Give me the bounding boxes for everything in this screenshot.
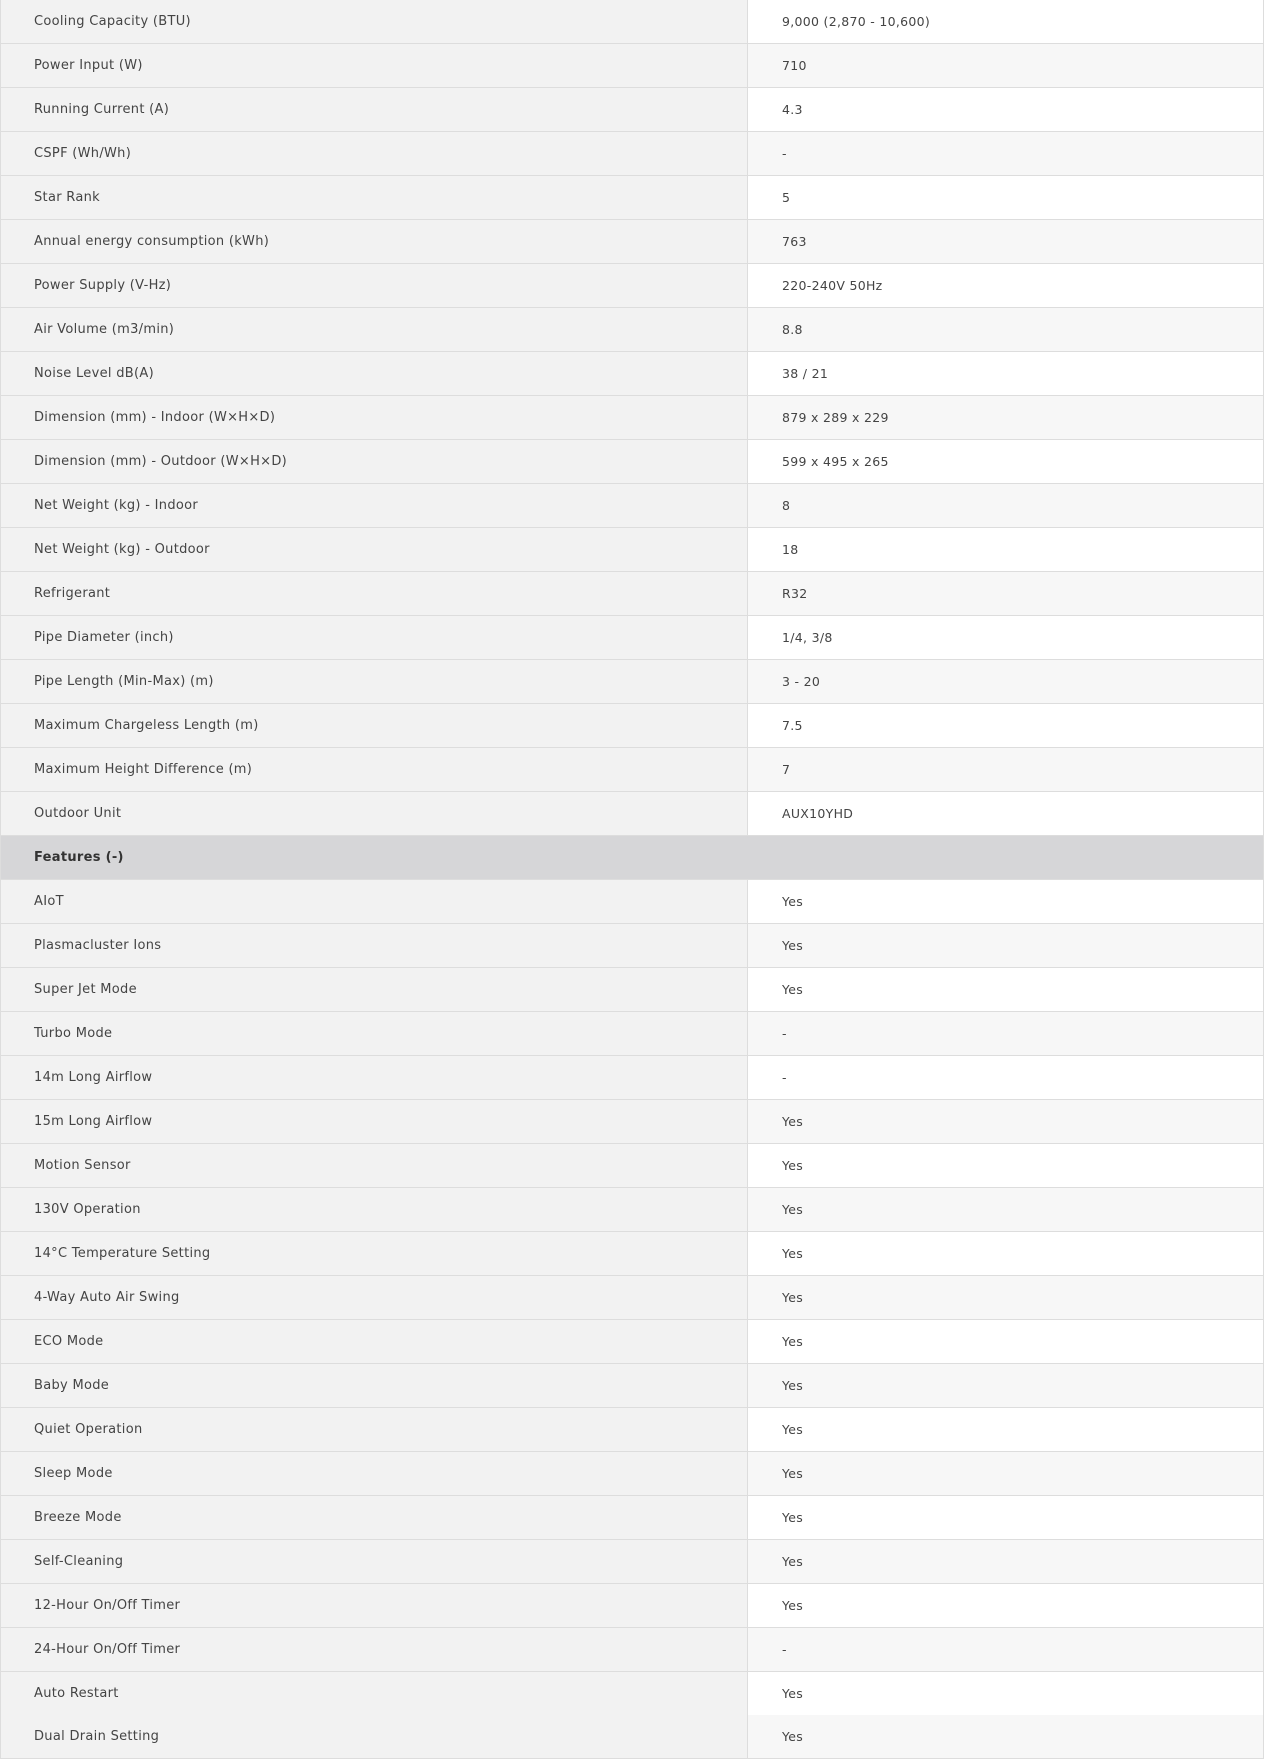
table-border-left	[0, 0, 1, 1759]
section-header-features	[0, 836, 1264, 880]
feature-value: Yes	[748, 1144, 1264, 1187]
feature-label: Auto Restart	[0, 1672, 748, 1715]
table-row	[0, 1144, 1264, 1188]
spec-value: 710	[748, 44, 1264, 87]
table-row	[0, 1188, 1264, 1232]
feature-label: 24-Hour On/Off Timer	[0, 1628, 748, 1671]
feature-label: Plasmacluster Ions	[0, 924, 748, 967]
feature-value: Yes	[748, 1232, 1264, 1275]
table-row	[0, 44, 1264, 88]
feature-label: 14m Long Airflow	[0, 1056, 748, 1099]
table-row	[0, 1408, 1264, 1452]
feature-value: Yes	[748, 1715, 1264, 1758]
feature-value: Yes	[748, 924, 1264, 967]
spec-value: 4.3	[748, 88, 1264, 131]
feature-value: Yes	[748, 1276, 1264, 1319]
feature-value: Yes	[748, 1188, 1264, 1231]
spec-label: Cooling Capacity (BTU)	[0, 0, 748, 43]
table-row	[0, 220, 1264, 264]
feature-label: Dual Drain Setting	[0, 1715, 748, 1758]
table-row	[0, 1364, 1264, 1408]
feature-value: -	[748, 1056, 1264, 1099]
feature-label: Sleep Mode	[0, 1452, 748, 1495]
spec-value: 220-240V 50Hz	[748, 264, 1264, 307]
feature-value: Yes	[748, 1100, 1264, 1143]
feature-label: 130V Operation	[0, 1188, 748, 1231]
feature-label: 4-Way Auto Air Swing	[0, 1276, 748, 1319]
table-row	[0, 1672, 1264, 1716]
spec-label: Net Weight (kg) - Outdoor	[0, 528, 748, 571]
table-row	[0, 88, 1264, 132]
table-row	[0, 1276, 1264, 1320]
feature-label: Turbo Mode	[0, 1012, 748, 1055]
spec-value: 8	[748, 484, 1264, 527]
feature-label: Baby Mode	[0, 1364, 748, 1407]
feature-value: Yes	[748, 1320, 1264, 1363]
spec-label: Star Rank	[0, 176, 748, 219]
feature-label: Super Jet Mode	[0, 968, 748, 1011]
spec-label: Maximum Chargeless Length (m)	[0, 704, 748, 747]
feature-label: 14°C Temperature Setting	[0, 1232, 748, 1275]
spec-label: Power Input (W)	[0, 44, 748, 87]
table-row	[0, 704, 1264, 748]
feature-value: Yes	[748, 1540, 1264, 1583]
table-row	[0, 880, 1264, 924]
feature-value: Yes	[748, 880, 1264, 923]
spec-value: 879 x 289 x 229	[748, 396, 1264, 439]
spec-label: Power Supply (V-Hz)	[0, 264, 748, 307]
spec-label: Dimension (mm) - Indoor (W×H×D)	[0, 396, 748, 439]
table-row	[0, 484, 1264, 528]
spec-label: Outdoor Unit	[0, 792, 748, 835]
spec-label: Pipe Length (Min-Max) (m)	[0, 660, 748, 703]
table-row	[0, 924, 1264, 968]
table-row	[0, 572, 1264, 616]
spec-value: 763	[748, 220, 1264, 263]
table-row	[0, 1715, 1264, 1759]
spec-value: 1/4, 3/8	[748, 616, 1264, 659]
spec-value: 9,000 (2,870 - 10,600)	[748, 0, 1264, 43]
table-row	[0, 264, 1264, 308]
table-row	[0, 308, 1264, 352]
section-title: Features (-)	[0, 836, 1264, 879]
feature-value: Yes	[748, 968, 1264, 1011]
feature-label: Breeze Mode	[0, 1496, 748, 1539]
feature-label: Motion Sensor	[0, 1144, 748, 1187]
spec-value: AUX10YHD	[748, 792, 1264, 835]
spec-value: -	[748, 132, 1264, 175]
table-row	[0, 1496, 1264, 1540]
spec-value: 8.8	[748, 308, 1264, 351]
spec-value: 7	[748, 748, 1264, 791]
table-row	[0, 440, 1264, 484]
table-row	[0, 748, 1264, 792]
table-row	[0, 1320, 1264, 1364]
feature-value: Yes	[748, 1672, 1264, 1715]
table-row	[0, 1056, 1264, 1100]
spec-label: Maximum Height Difference (m)	[0, 748, 748, 791]
table-row	[0, 1628, 1264, 1672]
feature-value: Yes	[748, 1364, 1264, 1407]
spec-value: 5	[748, 176, 1264, 219]
spec-value: 18	[748, 528, 1264, 571]
feature-label: Self-Cleaning	[0, 1540, 748, 1583]
spec-label: CSPF (Wh/Wh)	[0, 132, 748, 175]
table-row	[0, 1540, 1264, 1584]
table-row	[0, 352, 1264, 396]
spec-value: 7.5	[748, 704, 1264, 747]
table-row	[0, 176, 1264, 220]
feature-value: -	[748, 1628, 1264, 1671]
spec-label: Refrigerant	[0, 572, 748, 615]
spec-label: Annual energy consumption (kWh)	[0, 220, 748, 263]
feature-value: -	[748, 1012, 1264, 1055]
spec-label: Net Weight (kg) - Indoor	[0, 484, 748, 527]
feature-label: 12-Hour On/Off Timer	[0, 1584, 748, 1627]
spec-label: Dimension (mm) - Outdoor (W×H×D)	[0, 440, 748, 483]
table-row	[0, 660, 1264, 704]
spec-value: 3 - 20	[748, 660, 1264, 703]
feature-label: AIoT	[0, 880, 748, 923]
table-row	[0, 1232, 1264, 1276]
table-row	[0, 792, 1264, 836]
feature-label: 15m Long Airflow	[0, 1100, 748, 1143]
table-row	[0, 1100, 1264, 1144]
spec-label: Pipe Diameter (inch)	[0, 616, 748, 659]
feature-value: Yes	[748, 1584, 1264, 1627]
table-row	[0, 1452, 1264, 1496]
spec-value: 599 x 495 x 265	[748, 440, 1264, 483]
feature-value: Yes	[748, 1408, 1264, 1451]
table-row	[0, 616, 1264, 660]
table-row	[0, 132, 1264, 176]
table-row	[0, 1584, 1264, 1628]
feature-label: ECO Mode	[0, 1320, 748, 1363]
spec-label: Air Volume (m3/min)	[0, 308, 748, 351]
feature-label: Quiet Operation	[0, 1408, 748, 1451]
spec-label: Noise Level dB(A)	[0, 352, 748, 395]
table-row	[0, 968, 1264, 1012]
table-row	[0, 528, 1264, 572]
spec-value: R32	[748, 572, 1264, 615]
table-row	[0, 396, 1264, 440]
spec-label: Running Current (A)	[0, 88, 748, 131]
table-row	[0, 1012, 1264, 1056]
feature-value: Yes	[748, 1452, 1264, 1495]
feature-value: Yes	[748, 1496, 1264, 1539]
spec-value: 38 / 21	[748, 352, 1264, 395]
table-row	[0, 0, 1264, 44]
